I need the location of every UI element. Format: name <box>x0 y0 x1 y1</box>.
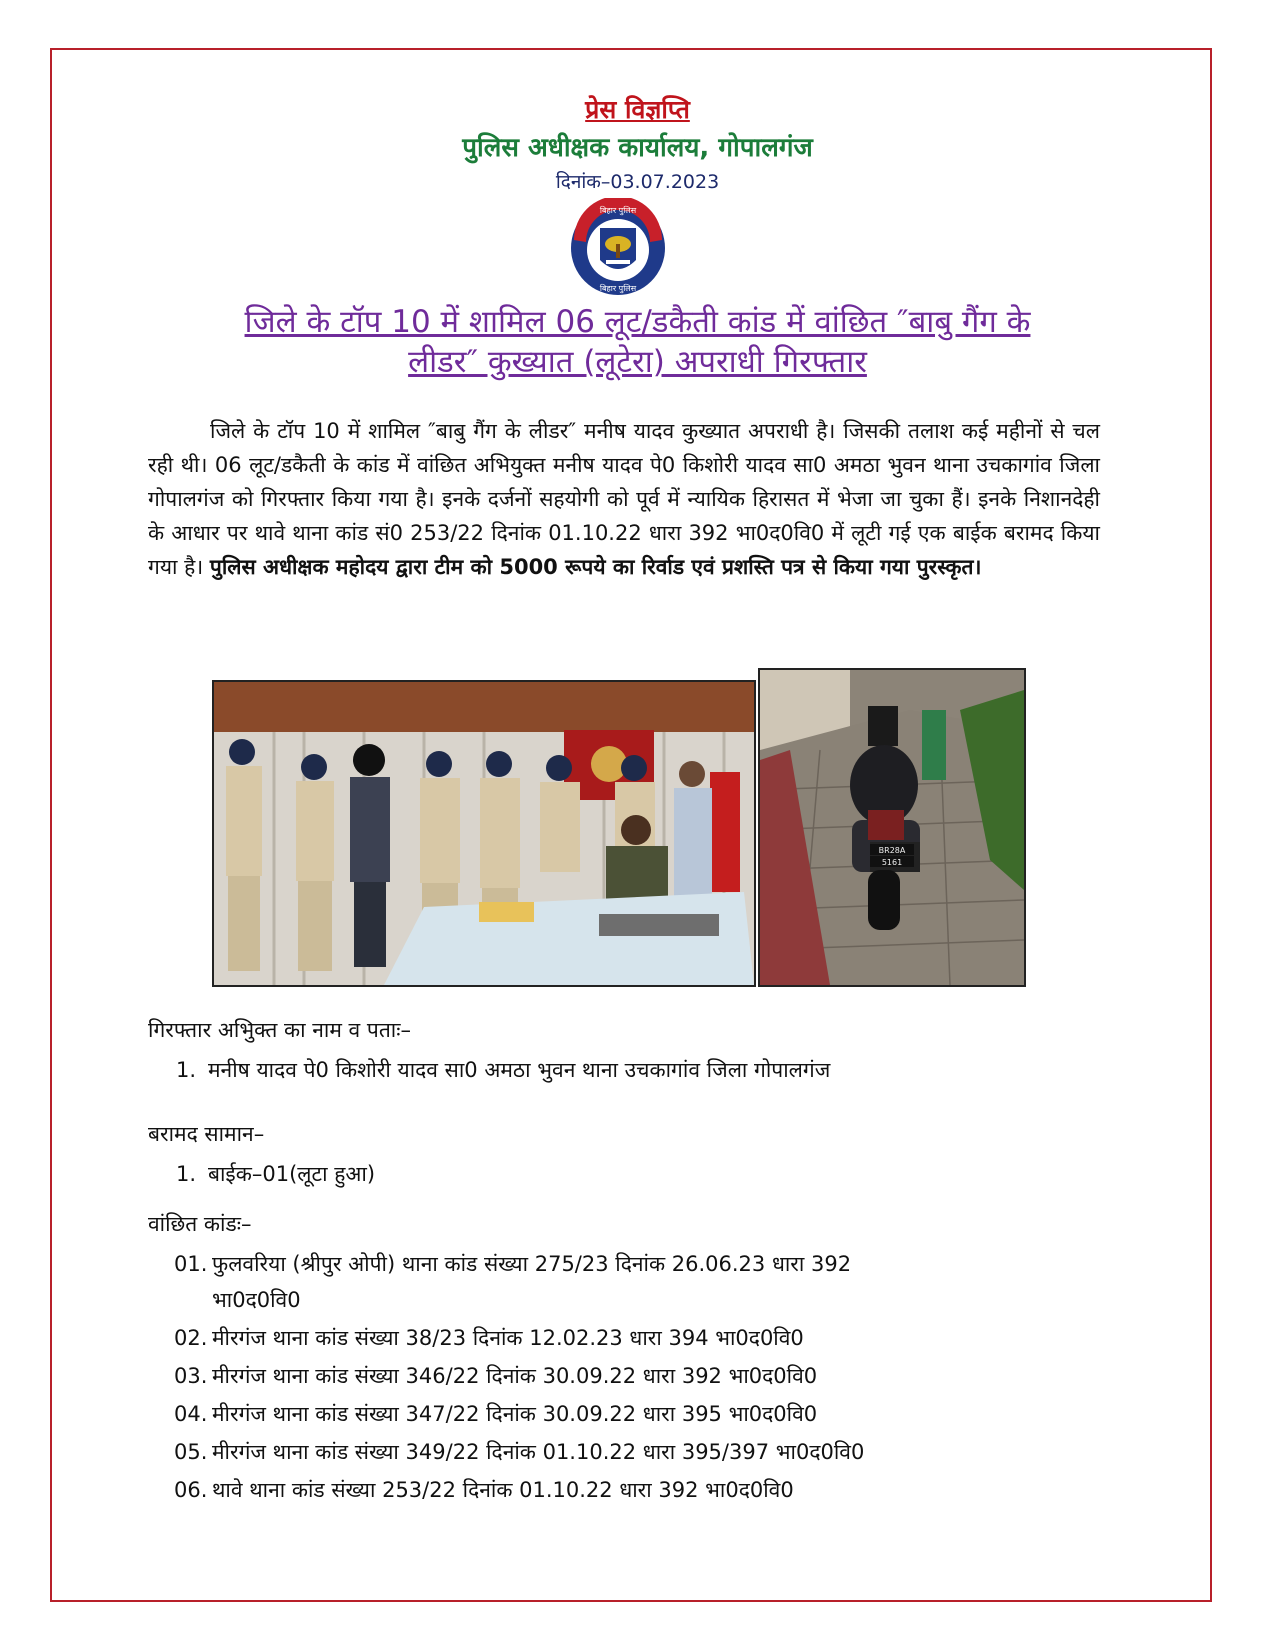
reward-text: पुलिस अधीक्षक महोदय द्वारा टीम को 5000 रूपये का रिर्वाड एवं प्रशस्ति पत्र से किया गया पुरस्कृत। <box>209 555 982 579</box>
logo-text-top: बिहार पुलिस <box>599 206 637 215</box>
case-text: मीरगंज थाना कांड संख्या 346/22 दिनांक 30.09.22 धारा 392 भा0द0वि0 <box>212 1364 818 1388</box>
cases-heading: वांछित कांडः– <box>148 1212 252 1236</box>
case-number: 02. <box>174 1326 208 1350</box>
office-name: पुलिस अधीक्षक कार्यालय, गोपालगंज <box>462 133 813 163</box>
case-number: 05. <box>174 1440 208 1464</box>
case-item <box>174 1362 817 1390</box>
list-text: बाईक–01(लूटा हुआ) <box>208 1162 376 1186</box>
list-text: मनीष यादव पे0 किशोरी यादव सा0 अमठा भुवन थाना उचकागांव जिला गोपालगंज <box>208 1058 831 1082</box>
bihar-police-emblem-icon <box>562 198 674 298</box>
case-text: फुलवरिया (श्रीपुर ओपी) थाना कांड संख्या 275/23 दिनांक 26.06.23 धारा 392 <box>212 1252 852 1276</box>
case-text: थावे थाना कांड संख्या 253/22 दिनांक 01.10.22 धारा 392 भा0द0वि0 <box>212 1478 794 1502</box>
press-release-title: प्रेस विज्ञप्ति <box>585 95 690 124</box>
case-number: 03. <box>174 1364 208 1388</box>
plate-line-2: 5161 <box>881 858 903 867</box>
case-number: 04. <box>174 1402 208 1426</box>
list-number: 1. <box>176 1058 197 1082</box>
list-number: 1. <box>176 1162 197 1186</box>
logo-text-bottom: बिहार पुलिस <box>599 284 637 293</box>
case-item-continuation: भा0द0वि0 <box>212 1288 301 1312</box>
plate-line-1: BR28A <box>878 846 906 855</box>
case-item <box>174 1476 794 1504</box>
case-number: 01. <box>174 1252 208 1276</box>
case-text: मीरगंज थाना कांड संख्या 38/23 दिनांक 12.02.23 धारा 394 भा0द0वि0 <box>212 1326 804 1350</box>
body-paragraph <box>148 414 1100 584</box>
case-item <box>174 1400 817 1428</box>
recovered-motorcycle-photo <box>758 668 1026 987</box>
case-number: 06. <box>174 1478 208 1502</box>
headline-line-1: जिले के टॉप 10 में शामिल 06 लूट/डकैती कांड में वांछित ″बाबु गैंग के <box>244 304 1031 340</box>
case-text: मीरगंज थाना कांड संख्या 349/22 दिनांक 01.10.22 धारा 395/397 भा0द0वि0 <box>212 1440 865 1464</box>
recovered-heading: बरामद सामान– <box>148 1122 265 1146</box>
body-text: जिले के टॉप 10 में शामिल ″बाबु गैंग के लीडर″ मनीष यादव कुख्यात अपराधी है। जिसकी तलाश कई महीनों से चल रही थी। 06 लूट/डकैती के कांड में वांछित अभियुक्त मनीष यादव पे0 किशोरी यादव सा0 अमठा भुवन थाना उचकागांव जिला गोपालगंज को गिरफ्तार किया गया है। इनके दर्जनों सहयोगी को पूर्व में न्यायिक हिरासत में भेजा जा चुका हैं। इनके निशानदेही के आधार पर थावे थाना कांड सं0 253/22 दिनांक 01.10.22 धारा 392 भा0द0वि0 में लूटी गई एक बाईक बरामद किया गया है। <box>148 419 1100 579</box>
case-item <box>174 1438 864 1466</box>
case-item <box>174 1324 804 1352</box>
case-item <box>174 1250 851 1278</box>
police-team-with-arrested-accused-photo <box>212 680 756 987</box>
case-text: मीरगंज थाना कांड संख्या 347/22 दिनांक 30.09.22 धारा 395 भा0द0वि0 <box>212 1402 818 1426</box>
release-date: दिनांक–03.07.2023 <box>555 171 720 193</box>
headline-line-2: लीडर″ कुख्यात (लूटेरा) अपराधी गिरफ्तार <box>408 344 867 380</box>
arrested-heading: गिरफ्तार अभिुक्त का नाम व पताः– <box>148 1018 411 1042</box>
recovered-item <box>176 1160 375 1188</box>
arrested-item <box>176 1056 830 1084</box>
